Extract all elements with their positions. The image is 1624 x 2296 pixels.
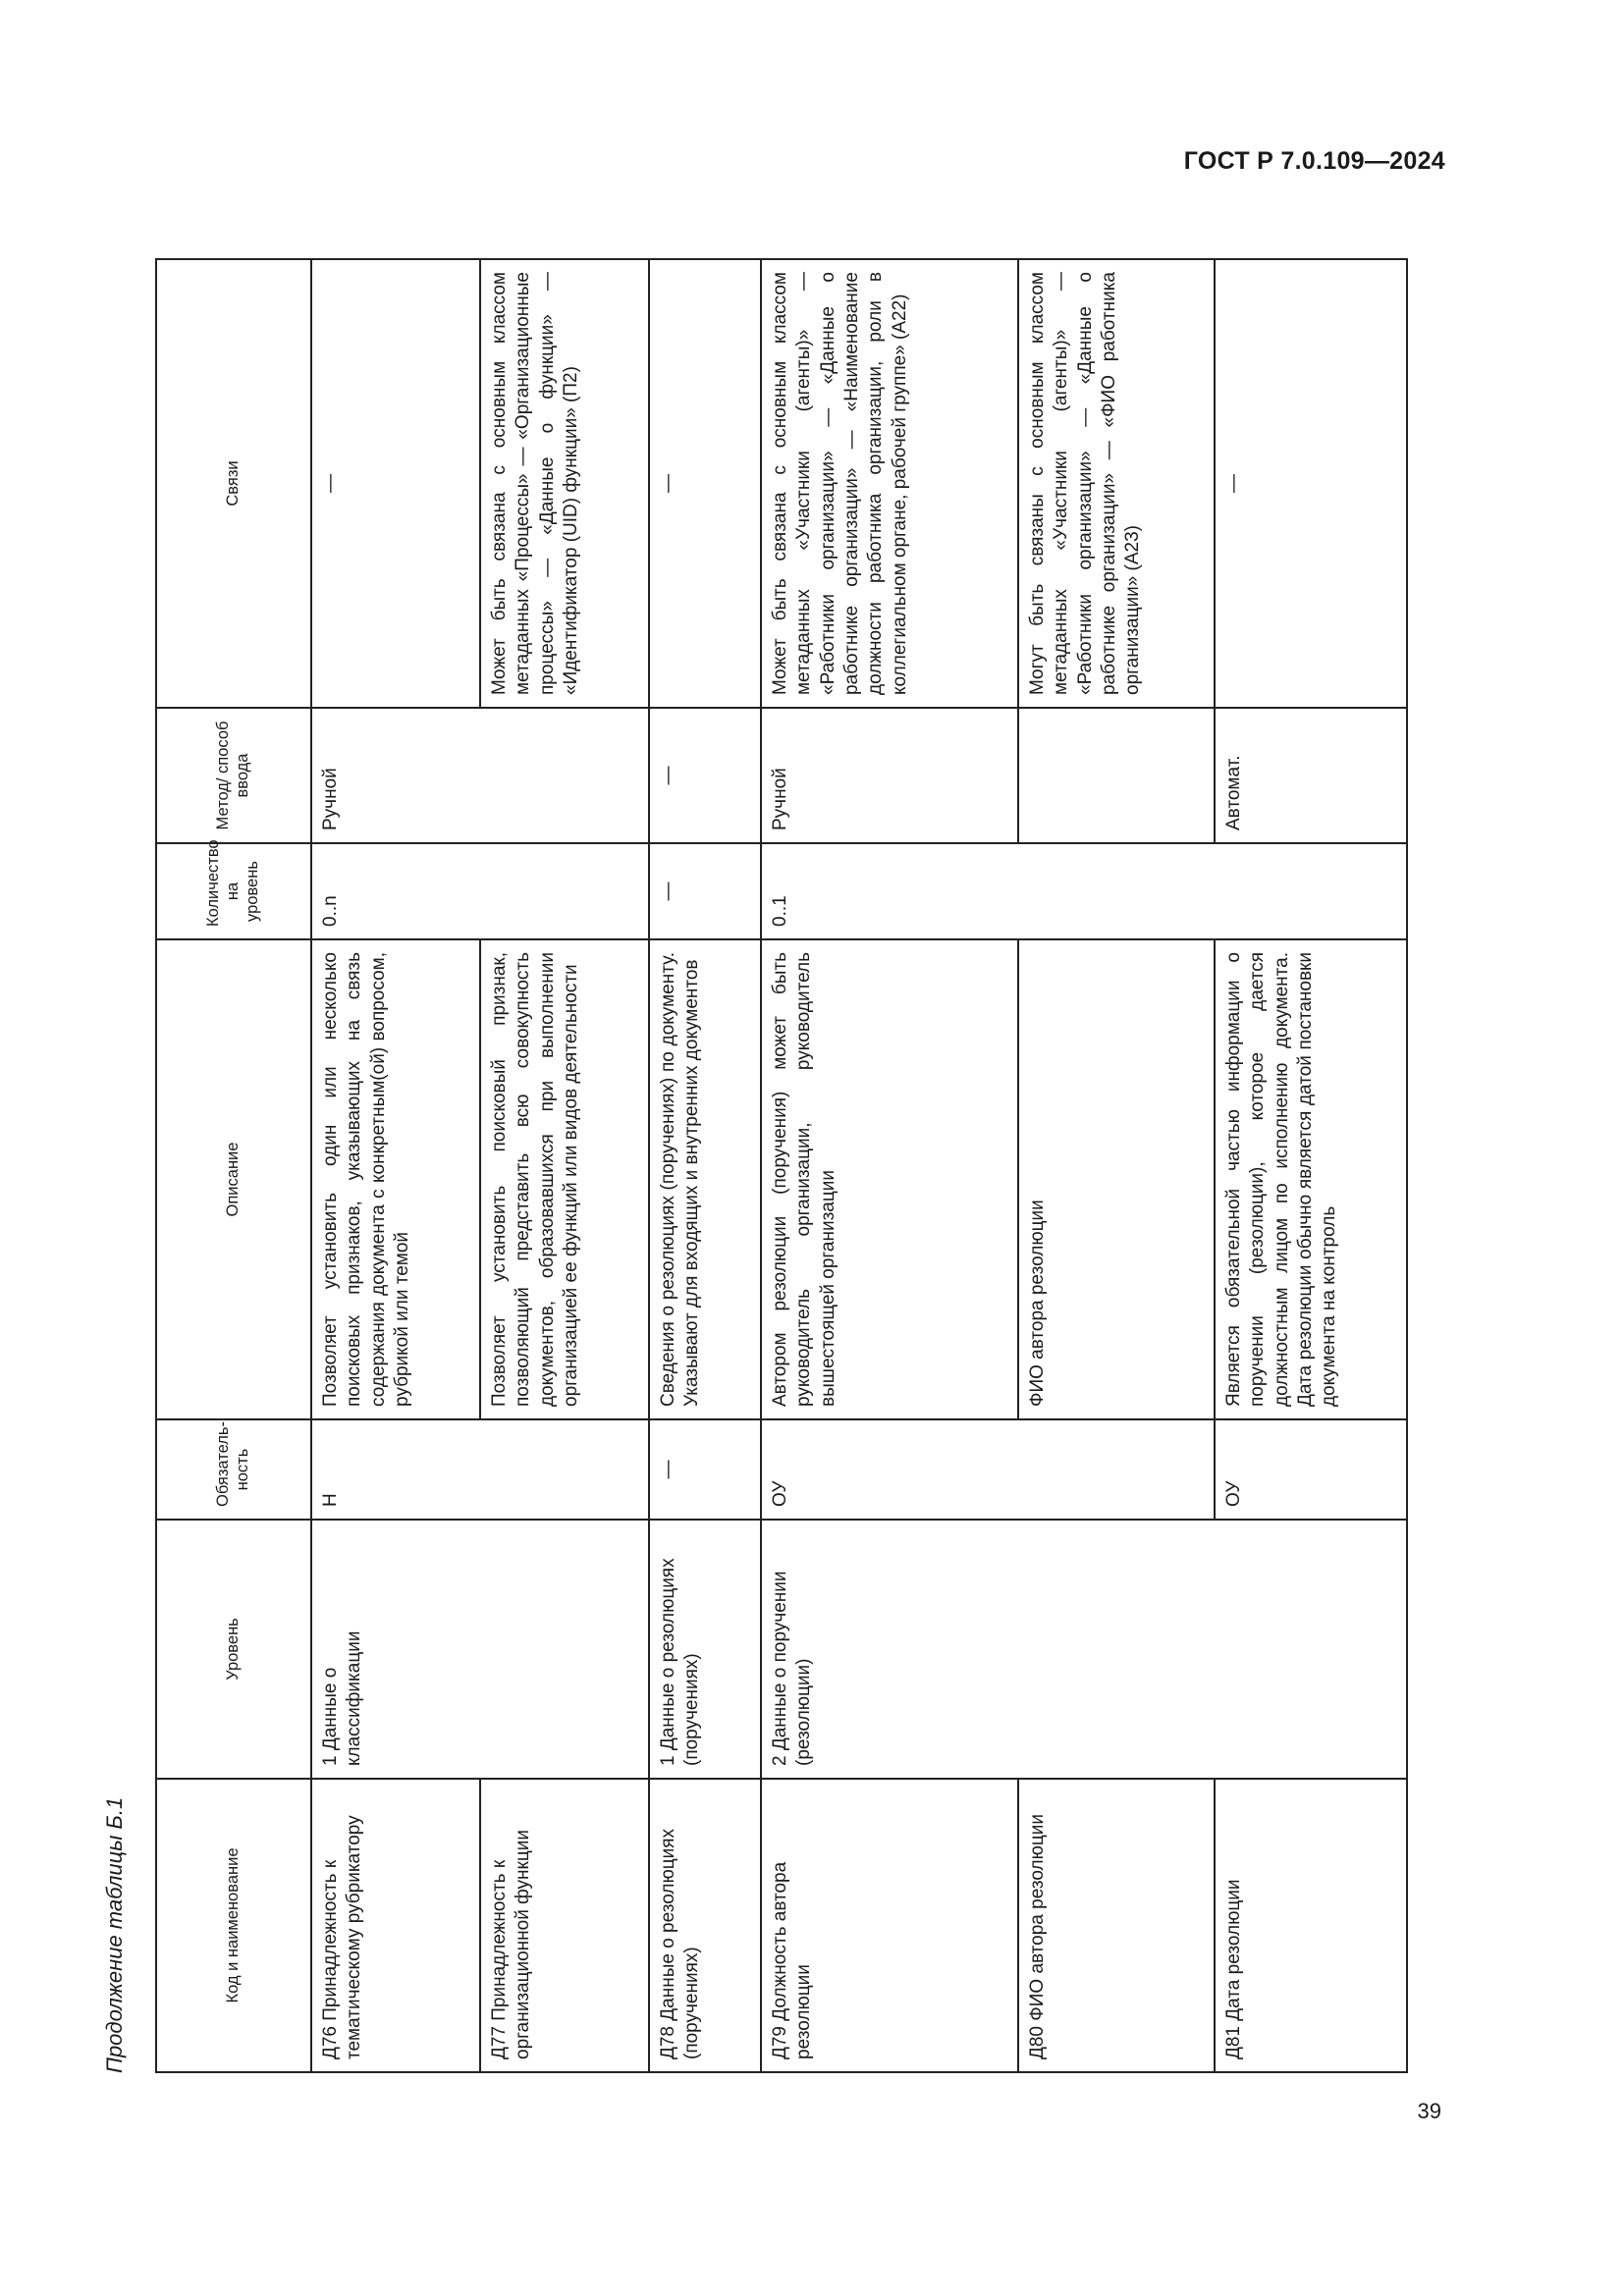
cell-code: Д77 Принадлежность к организационной функции (480, 1779, 649, 2072)
rotated-landscape-table-area (102, 260, 1406, 2073)
cell-method: Ручной (311, 708, 480, 843)
column-header-obligation: Обязатель-ность (156, 1419, 311, 1520)
cell-method: Ручной (761, 708, 1018, 843)
cell-method: — (649, 708, 761, 843)
cell-code: Д76 Принадлежность к тематическому рубрикатору (311, 1779, 480, 2072)
cell-links: Может быть связана с основным классом метаданных «Процессы» — «Организационные процессы» — «Данные о функции» — «Идентификатор (UID) функции» (П2) (480, 259, 649, 708)
cell-quantity-empty (1018, 843, 1215, 939)
cell-obligation: ОУ (761, 1419, 1018, 1520)
cell-quantity-empty (480, 843, 649, 939)
table-row-d81 (1215, 259, 1407, 2072)
cell-code: Д79 Должность автора резолюции (761, 1779, 1018, 2072)
cell-links: Могут быть связаны с основным классом метаданных «Участники (агенты)» — «Работники организации» — «Данные о работнике организации» — «ФИО работника организации» (А23) (1018, 259, 1215, 708)
column-header-quantity: Количество на уровень (156, 843, 311, 939)
table-row-d78 (649, 259, 761, 2072)
table-caption: Продолжение таблицы Б.1 (102, 1796, 127, 2073)
column-header-code: Код и наименование (156, 1779, 311, 2072)
cell-level-empty (1215, 1520, 1407, 1779)
column-header-description: Описание (156, 939, 311, 1419)
cell-method-empty (480, 708, 649, 843)
table-row-d79 (761, 259, 1018, 2072)
table-header-row (156, 259, 311, 2072)
cell-level: 1 Данные о резолюциях (поручениях) (649, 1520, 761, 1779)
cell-level: 2 Данные о поручении (резолюции) (761, 1520, 1018, 1779)
cell-description: Является обязательной частью информации о поручении (резолюции), которое дается должностным лицом по исполнению документа. Дата резолюции обычно является датой постановки документа на контроль (1215, 939, 1407, 1419)
table-row-d77 (480, 259, 649, 2072)
cell-code: Д78 Данные о резолюциях (поручениях) (649, 1779, 761, 2072)
cell-obligation: ОУ (1215, 1419, 1407, 1520)
cell-code: Д81 Дата резолюции (1215, 1779, 1407, 2072)
cell-level-empty (480, 1520, 649, 1779)
page-number: 39 (1417, 2099, 1441, 2123)
cell-links: — (311, 259, 480, 708)
cell-links: Может быть связана с основным классом метаданных «Участники (агенты)» — «Работники организации» — «Данные о работнике организации» — «Наименование должности работника организации, роли в коллегиальном органе, рабочей группе» (А22) (761, 259, 1018, 708)
column-header-level: Уровень (156, 1520, 311, 1779)
cell-level-empty (1018, 1520, 1215, 1779)
metadata-table (155, 258, 1408, 2073)
table-row-d76 (311, 259, 480, 2072)
cell-code: Д80 ФИО автора резолюции (1018, 1779, 1215, 2072)
cell-links: — (649, 259, 761, 708)
cell-quantity: — (649, 843, 761, 939)
cell-description: Автором резолюции (поручения) может быть руководитель организации, руководитель вышестоящей организации (761, 939, 1018, 1419)
cell-description: Позволяет установить один или несколько поисковых признаков, указывающих на связь содержания документа с конкретным(ой) вопросом, рубрикой или темой (311, 939, 480, 1419)
cell-method: Автомат. (1215, 708, 1407, 843)
cell-quantity-empty (1215, 843, 1407, 939)
cell-quantity: 0..n (311, 843, 480, 939)
cell-quantity: 0..1 (761, 843, 1018, 939)
cell-links: — (1215, 259, 1407, 708)
cell-description: Сведения о резолюциях (поручениях) по документу. Указывают для входящих и внутренних документов (649, 939, 761, 1419)
cell-obligation: — (649, 1419, 761, 1520)
cell-level: 1 Данные о классификации (311, 1520, 480, 1779)
cell-obligation-empty (1018, 1419, 1215, 1520)
document-code: ГОСТ Р 7.0.109—2024 (1183, 147, 1445, 175)
column-header-method: Метод/ способ ввода (156, 708, 311, 843)
cell-obligation: Н (311, 1419, 480, 1520)
cell-method-empty (1018, 708, 1215, 843)
cell-obligation-empty (480, 1419, 649, 1520)
cell-description: ФИО автора резолюции (1018, 939, 1215, 1419)
table-row-d80 (1018, 259, 1215, 2072)
cell-description: Позволяет установить поисковый признак, позволяющий представить всю совокупность документов, образовавшихся при выполнении организацией ее функций или видов деятельности (480, 939, 649, 1419)
column-header-links: Связи (156, 259, 311, 708)
